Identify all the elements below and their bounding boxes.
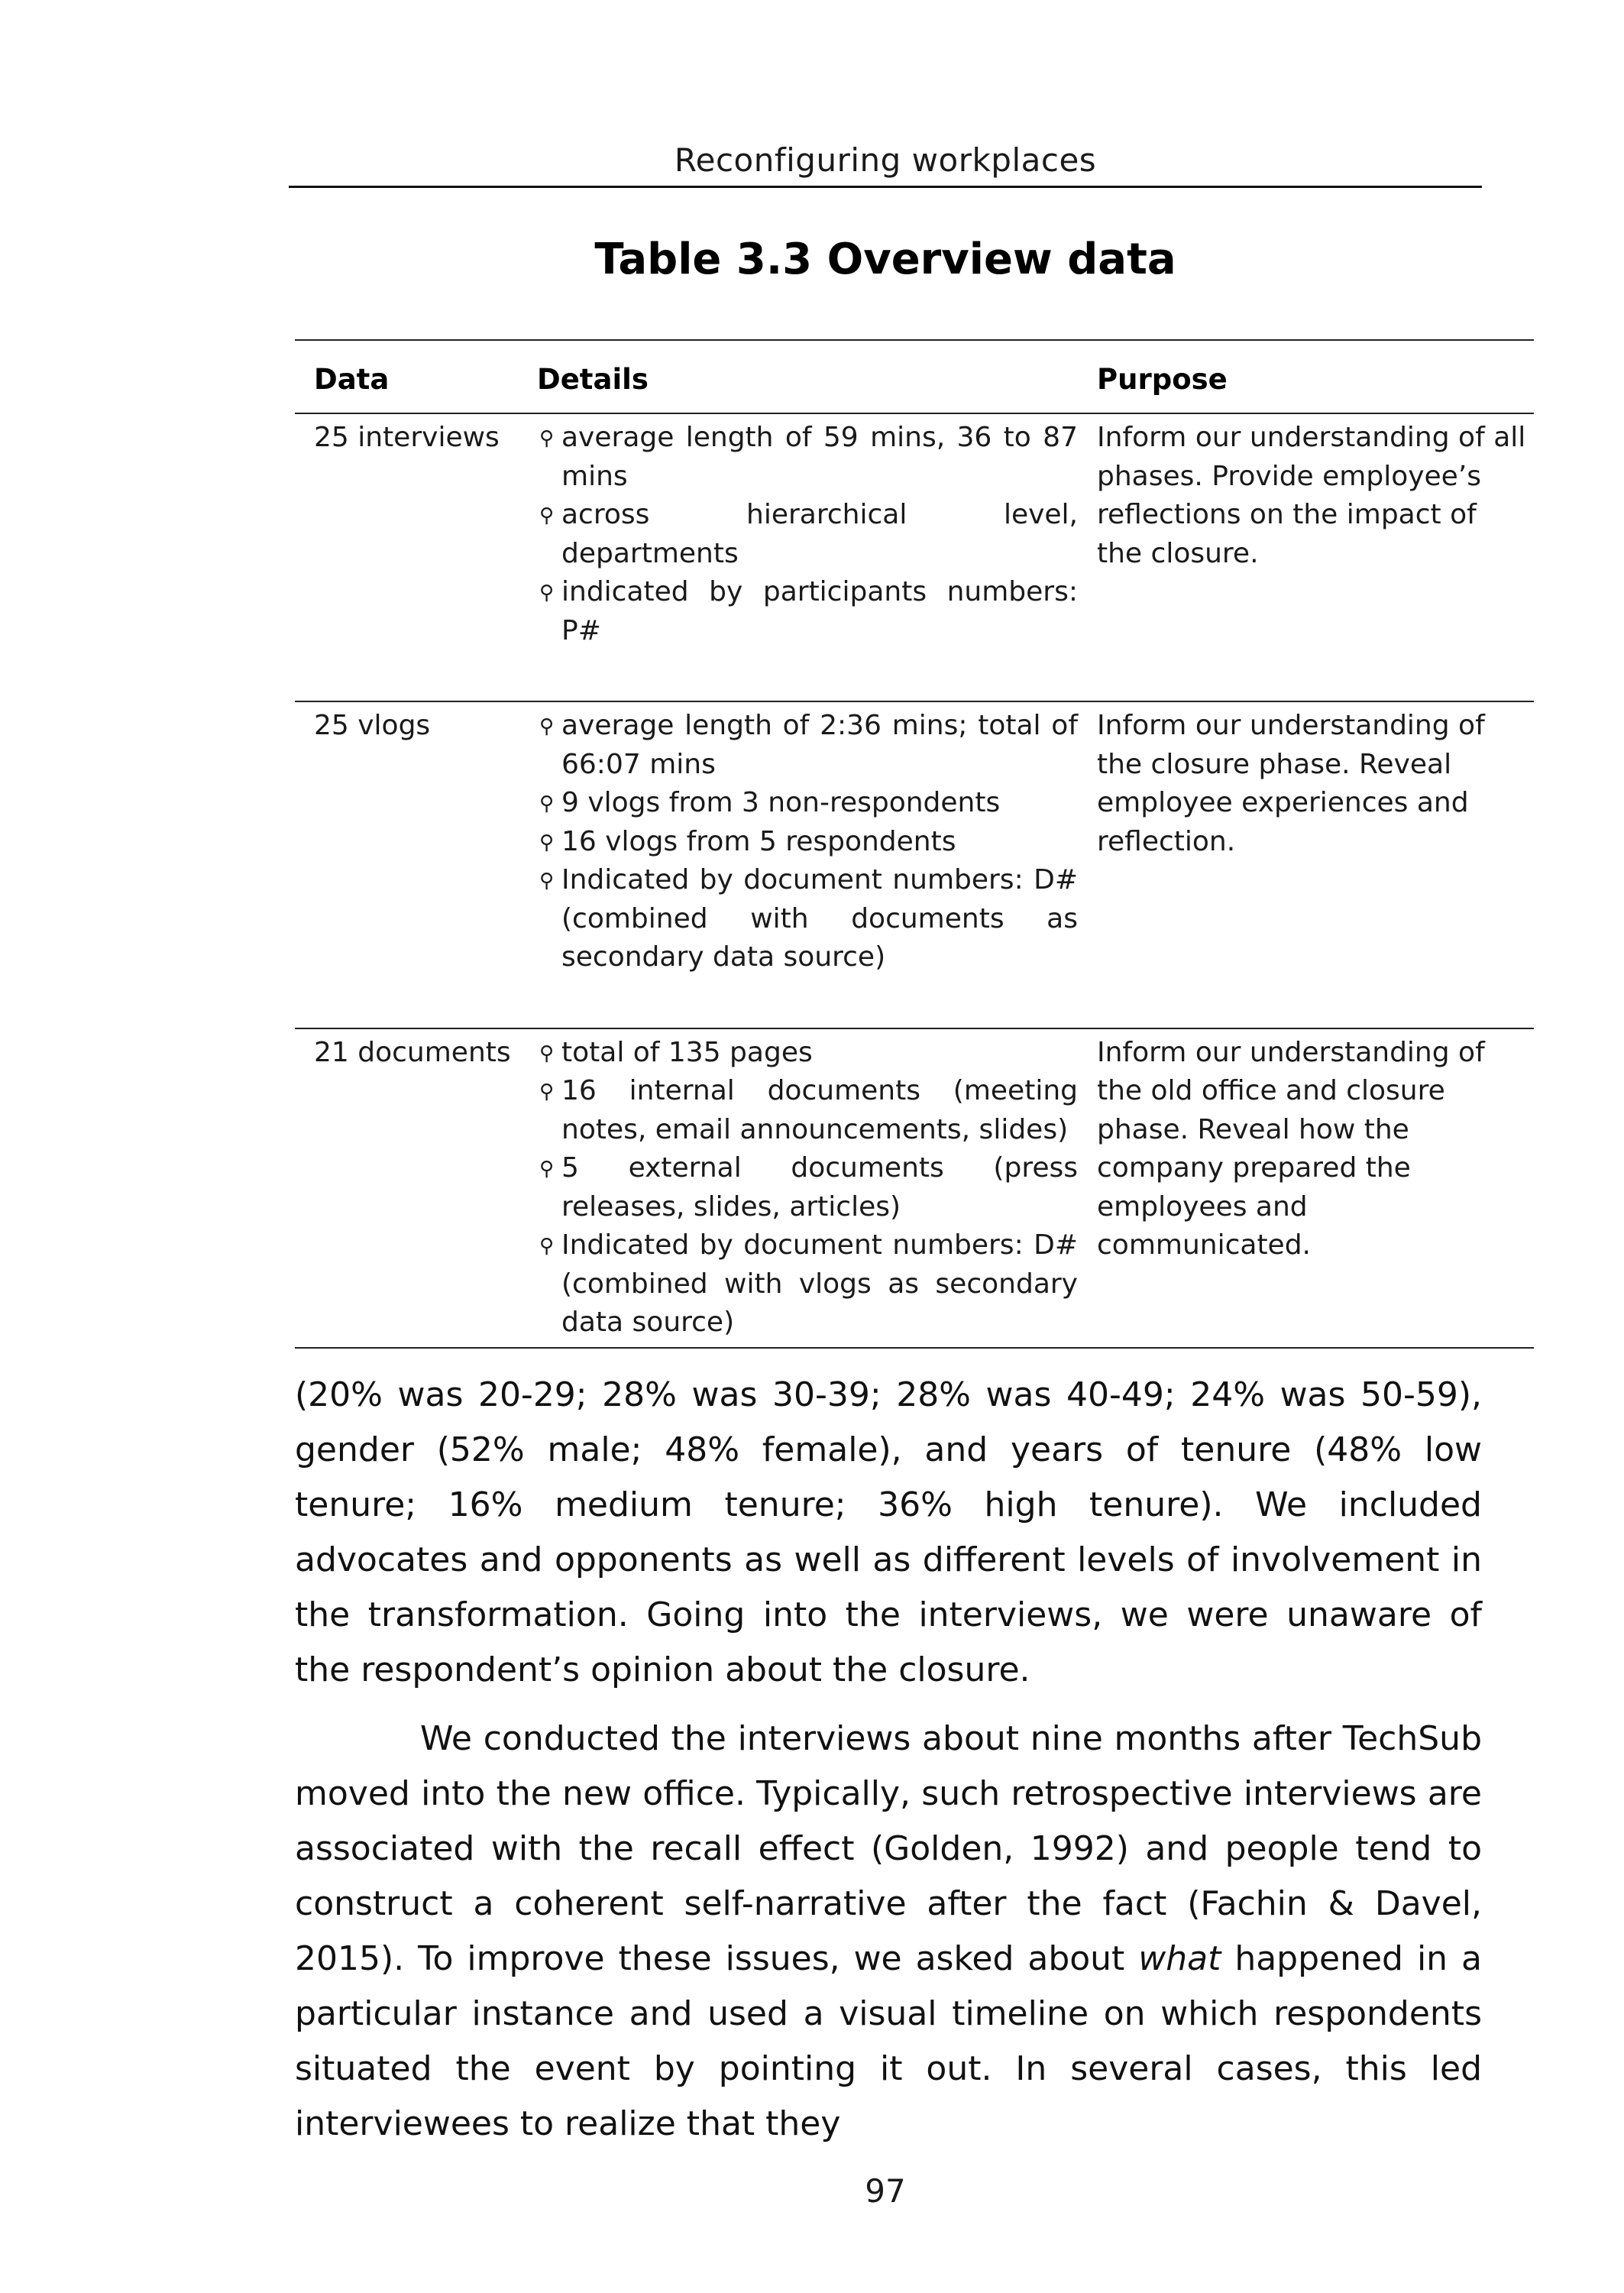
running-head: Reconfiguring workplaces: [674, 141, 1097, 179]
emphasis-text: what: [1138, 1939, 1221, 1978]
table-row: [295, 1028, 1534, 1348]
body-paragraph: (20% was 20-29; 28% was 30-39; 28% was 40-49; 24% was 50-59), gender (52% male; 48% female), and years of tenure (48% low tenure; 16% medium tenure; 36% high tenure). We included advocates and opponents as well as different levels of involvement in the transformation. Going into the interviews, we were unaware of the respondent’s opinion about the closure.: [295, 1375, 1482, 1689]
list-item: [537, 1072, 1078, 1149]
list-item-text: 16 internal documents (meeting notes, email announcements, slides): [561, 1075, 1078, 1145]
overview-table: [295, 339, 1534, 1349]
pin-bullet-icon: ⚲: [539, 581, 555, 604]
list-item: [537, 573, 1078, 650]
purpose-cell: Inform our understanding of all phases. Provide employee’s reflections on the impact of the closure.: [1078, 413, 1534, 701]
list-item: [537, 1226, 1078, 1342]
list-item: [537, 707, 1078, 784]
purpose-cell: Inform our understanding of the old office and closure phase. Reveal how the company prepared the employees and communicated.: [1078, 1028, 1534, 1348]
details-cell: [518, 413, 1078, 701]
paragraph-text: happened in a particular instance and used a visual timeline on which respondents situated the event by pointing it out. In several cases, this led interviewees to realize that they: [295, 1939, 1482, 2143]
table-row: [295, 701, 1534, 1028]
details-cell: [518, 1028, 1078, 1348]
list-item-text: Indicated by document numbers: D# (combined with vlogs as secondary data source): [561, 1229, 1078, 1338]
purpose-cell: Inform our understanding of the closure phase. Reveal employee experiences and reflection.: [1078, 701, 1534, 1028]
column-header-purpose: Purpose: [1078, 340, 1534, 413]
pin-bullet-icon: ⚲: [539, 504, 555, 527]
list-item: [537, 1149, 1078, 1226]
column-header-data: Data: [295, 340, 518, 413]
list-item: [537, 1034, 1078, 1073]
body-paragraph: [295, 1712, 1482, 2152]
list-item: [537, 823, 1078, 862]
details-cell: [518, 701, 1078, 1028]
data-cell: 25 interviews: [295, 413, 518, 701]
pin-bullet-icon: ⚲: [539, 1158, 555, 1181]
table-row: [295, 413, 1534, 701]
header-rule: [289, 186, 1482, 188]
list-item-text: average length of 2:36 mins; total of 66:07 mins: [561, 710, 1078, 780]
body-text: [295, 1368, 1482, 2152]
pin-bullet-icon: ⚲: [539, 792, 555, 815]
paragraph-text: We conducted the interviews about nine months after TechSub moved into the new office. Typically, such retrospective interviews are associated with the recall effect (Golden, 1992) and people tend to construct a coherent self-narrative after the fact (Fachin & Davel, 2015). To improve these issues, we asked about: [295, 1719, 1482, 1978]
pin-bullet-icon: ⚲: [539, 1235, 555, 1258]
list-item-text: 9 vlogs from 3 non-respondents: [561, 787, 1001, 818]
pin-bullet-icon: ⚲: [539, 427, 555, 450]
data-cell: 21 documents: [295, 1028, 518, 1348]
details-list: [537, 419, 1078, 650]
list-item-text: 5 external documents (press releases, slides, articles): [561, 1152, 1078, 1223]
details-list: [537, 1034, 1078, 1342]
list-item-text: total of 135 pages: [561, 1036, 813, 1068]
table-title: Table 3.3 Overview data: [594, 235, 1176, 284]
table-header-row: [295, 340, 1534, 413]
column-header-details: Details: [518, 340, 1078, 413]
pin-bullet-icon: ⚲: [539, 1080, 555, 1103]
list-item: [537, 784, 1078, 823]
pin-bullet-icon: ⚲: [539, 715, 555, 738]
list-item-text: 16 vlogs from 5 respondents: [561, 825, 956, 857]
list-item-text: average length of 59 mins, 36 to 87 mins: [561, 422, 1078, 492]
list-item: [537, 419, 1078, 496]
page-number: 97: [865, 2172, 906, 2210]
list-item-text: indicated by participants numbers: P#: [561, 576, 1078, 646]
list-item-text: Indicated by document numbers: D# (combined with documents as secondary data source): [561, 864, 1078, 973]
pin-bullet-icon: ⚲: [539, 870, 555, 892]
list-item: [537, 496, 1078, 573]
details-list: [537, 707, 1078, 977]
data-cell: 25 vlogs: [295, 701, 518, 1028]
list-item: [537, 861, 1078, 977]
overview-table-container: [295, 339, 1534, 1349]
pin-bullet-icon: ⚲: [539, 831, 555, 854]
list-item-text: across hierarchical level, departments: [561, 499, 1078, 569]
pin-bullet-icon: ⚲: [539, 1041, 555, 1065]
